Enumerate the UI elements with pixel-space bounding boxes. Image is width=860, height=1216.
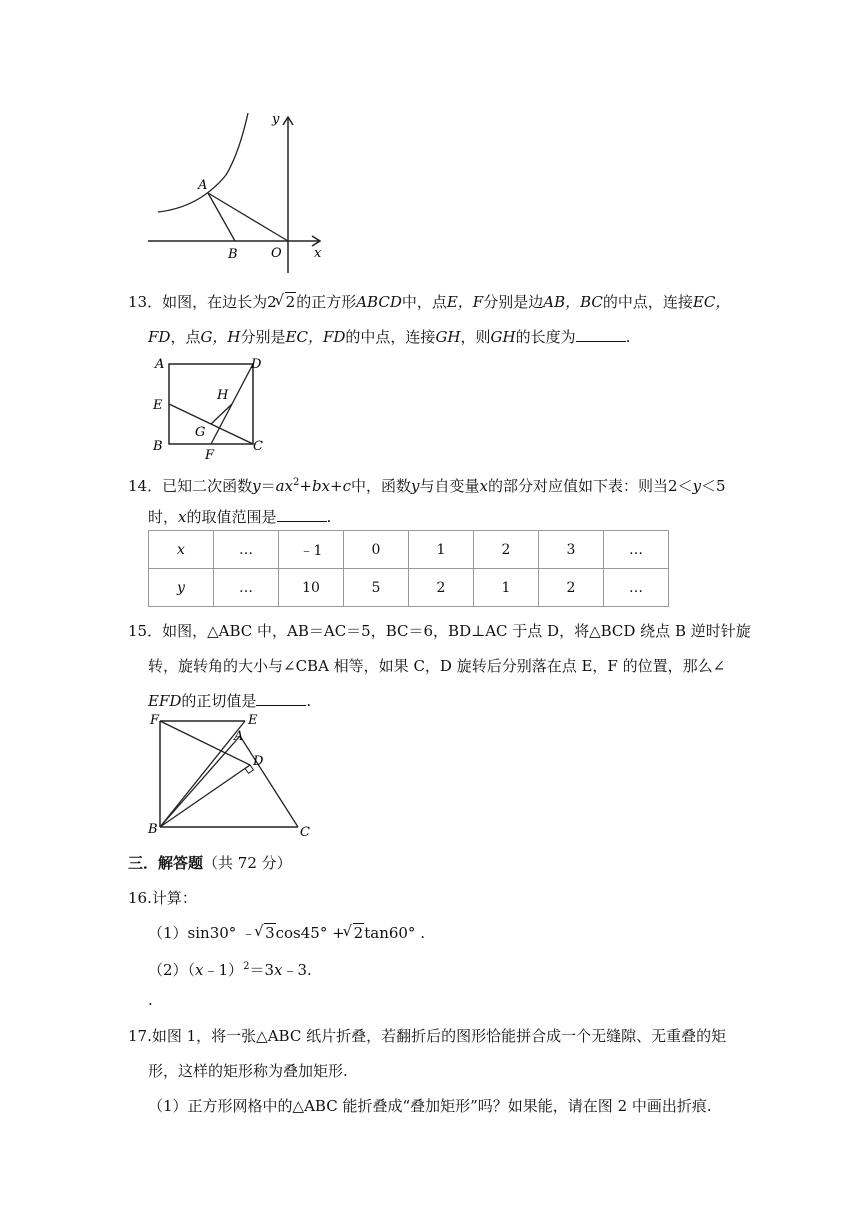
q17-line1: 17.如图 1，将一张△ABC 纸片折叠，若翻折后的图形恰能拼合成一个无缝隙、无重叠的矩: [128, 1027, 727, 1045]
label-o: O: [271, 246, 282, 261]
label-y: y: [272, 112, 280, 127]
table-cell: y: [149, 569, 214, 607]
q17-part1: （1）正方形网格中的△ABC 能折叠成“叠加矩形”吗？如果能，请在图 2 中画出折痕.: [148, 1097, 712, 1115]
q15-line1: 15．如图，△ABC 中，AB＝AC＝5，BC＝6，BD⊥AC 于点 D，将△BCD 绕点 B 逆时针旋: [128, 622, 751, 640]
answer-blank-q13[interactable]: [576, 327, 626, 342]
sqrt-symbol: √ 3: [256, 923, 276, 943]
table-cell: …: [214, 569, 279, 607]
q16-part1: （1）sin30° ﹣√ 3cos45° +√ 2tan60° .: [148, 923, 425, 943]
q14-number: 14．: [128, 477, 163, 495]
table-cell: x: [149, 531, 214, 569]
svg-text:H: H: [217, 388, 229, 403]
q17-line2: 形，这样的矩形称为叠加矩形.: [148, 1062, 348, 1080]
svg-text:D: D: [253, 754, 264, 769]
label-b: B: [228, 247, 238, 262]
svg-text:E: E: [153, 398, 163, 413]
q14-line2: 时，x的取值范围是 .: [148, 508, 332, 526]
q13-line2: FD，点G，H分别是EC，FD的中点，连接GH，则GH的长度为 .: [148, 328, 631, 346]
square-abcd: [169, 364, 253, 444]
table-cell: 3: [539, 531, 604, 569]
segment-ab: [208, 193, 235, 241]
q13-line1: 13．如图，在边长为2√ 2的正方形ABCD中，点E，F分别是边AB，BC的中点，连接EC，: [128, 292, 730, 312]
table-cell: ﹣1: [279, 531, 344, 569]
q16-number: 16.: [128, 889, 152, 907]
q15-line3: EFD的正切值是 .: [148, 692, 312, 710]
section-heading: 三．解答题（共 72 分）: [128, 854, 292, 872]
svg-text:E: E: [248, 713, 258, 728]
segment-ao: [208, 193, 288, 241]
segment-gh: [211, 404, 232, 424]
sqrt-symbol: √ 2: [277, 292, 297, 312]
svg-text:F: F: [150, 713, 160, 728]
q16-dot: .: [148, 991, 153, 1009]
q13-number: 13．: [128, 293, 163, 311]
table-cell: 10: [279, 569, 344, 607]
table-cell: …: [214, 531, 279, 569]
svg-text:D: D: [251, 357, 262, 372]
table-row-x: [149, 531, 669, 569]
svg-text:F: F: [205, 448, 215, 462]
q16-title: 16.计算：: [128, 889, 197, 907]
sqrt-symbol: √ 2: [345, 923, 365, 943]
table-cell: …: [604, 569, 669, 607]
svg-text:C: C: [253, 439, 263, 454]
q14-line1: 14．已知二次函数$y=ax^2+bx+c$中，函数y与自变量x的部分对应值如下表：则当2＜y＜5: [128, 477, 726, 495]
table-cell: …: [604, 531, 669, 569]
table-cell: 1: [409, 531, 474, 569]
q15-number: 15．: [128, 622, 163, 640]
svg-text:B: B: [153, 439, 163, 454]
svg-text:G: G: [195, 425, 206, 440]
answer-blank-q15[interactable]: [256, 691, 306, 706]
q15-line2: 转，旋转角的大小与∠CBA 相等，如果 C，D 旋转后分别落在点 E，F 的位置，那么∠: [148, 657, 726, 675]
table-cell: 5: [344, 569, 409, 607]
q17-number: 17.: [128, 1027, 152, 1045]
table-row-y: [149, 569, 669, 607]
table-cell: 1: [474, 569, 539, 607]
value-table: [148, 530, 669, 607]
hyperbola-curve: [158, 113, 248, 212]
label-x: x: [314, 246, 322, 261]
table-cell: 2: [539, 569, 604, 607]
svg-text:A: A: [234, 729, 244, 744]
svg-text:C: C: [300, 825, 310, 840]
table-cell: 0: [344, 531, 409, 569]
figure-q12: [140, 105, 340, 275]
answer-blank-q14[interactable]: [277, 507, 327, 522]
q16-part2: （2）（x﹣1）$^2$＝3x﹣3.: [148, 961, 312, 979]
svg-text:B: B: [148, 822, 158, 837]
label-a: A: [198, 178, 208, 193]
table-cell: 2: [409, 569, 474, 607]
svg-text:A: A: [155, 357, 165, 372]
table-cell: 2: [474, 531, 539, 569]
figure-q15: [140, 708, 320, 843]
figure-q13: [145, 352, 275, 462]
